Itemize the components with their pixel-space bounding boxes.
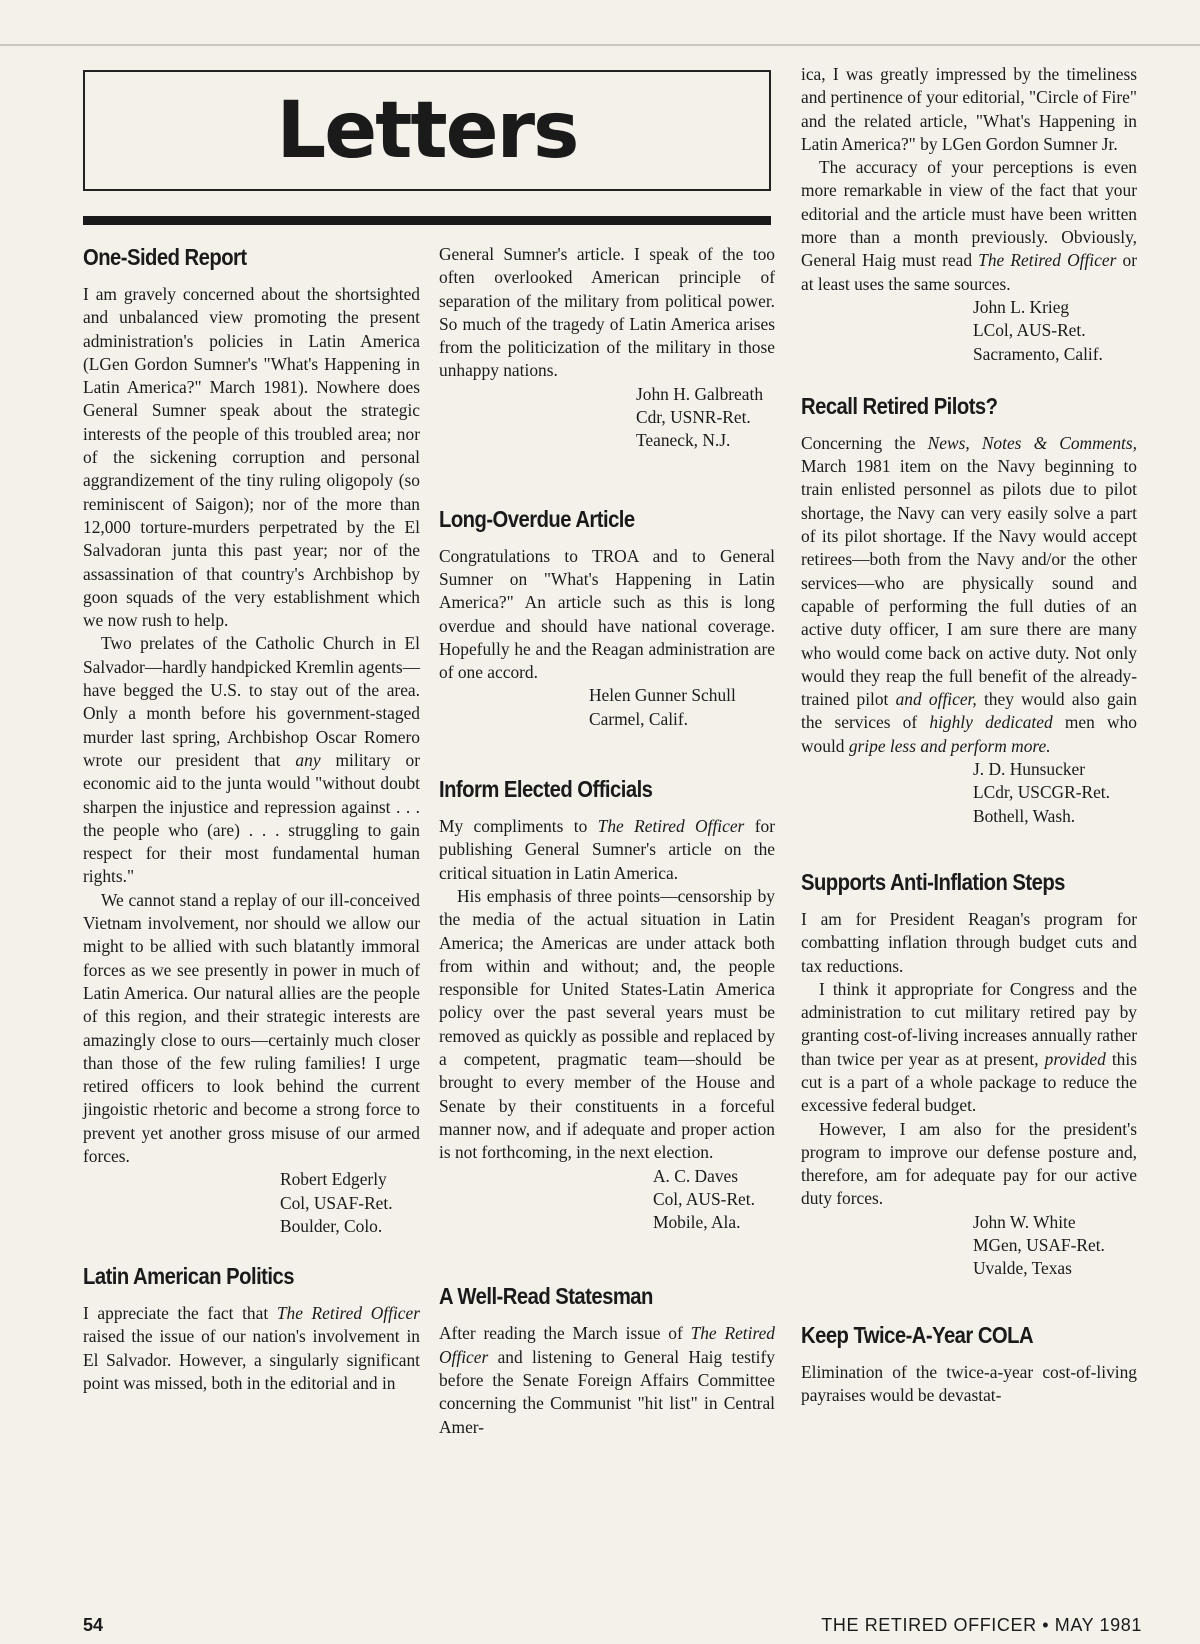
letter-heading: One-Sided Report: [83, 244, 247, 270]
letter-heading: Keep Twice-A-Year COLA: [801, 1321, 1034, 1348]
letter-paragraph: General Sumner's article. I speak of the too often overlooked American principle of separation of the military from political power. So much of the tragedy of Latin America arises from the politicization of the military in those unhappy nations.: [439, 244, 775, 381]
signature-location: Bothell, Wash.: [973, 805, 1076, 826]
top-rule: [0, 44, 1200, 46]
title-rule: [83, 216, 771, 225]
letter-paragraph: Two prelates of the Catholic Church in El Salvador—hardly handpicked Kremlin agents—have begged the U.S. to stay out of the area. Only a month before his government-staged murder last spring, Archbishop Oscar Romero wrote our president that any military or economic aid to the junta would "without doubt sharpen the injustice and repression against . . . the people who (are) . . . struggling to gain respect for their most fundamental human rights.": [83, 633, 420, 887]
running-footer: THE RETIRED OFFICER • MAY 1981: [821, 1615, 1142, 1635]
letter-paragraph: I am for President Reagan's program for combatting inflation through budget cuts and tax reductions.: [801, 908, 1137, 976]
signature-rank: Col, USAF-Ret.: [280, 1192, 393, 1213]
signature-rank: LCdr, USCGR-Ret.: [973, 782, 1110, 803]
letter-paragraph: I am gravely concerned about the shortsighted and unbalanced view promoting the present administration's policies in Latin America (LGen Gordon Sumner's "What's Happening in Latin America?" March 1981). Nowhere does General Sumner speak about the strategic interests of the people of this troubled area; nor of the sickening corruption and personal aggrandizement of the tiny ruling oligopoly (so reminiscent of Saigon); nor of the more than 12,000 torture-murders perpetrated by the El Salvadoran junta this past year; nor of the assassination of that country's Archbishop by goon squads of the very establishment which we now rush to help.: [83, 284, 420, 631]
letter-paragraph: I think it appropriate for Congress and the administration to cut military retired pay by granting cost-of-living increases annually rather than twice per year as at present, provided this cut is a part of a whole package to reduce the excessive federal budget.: [801, 978, 1137, 1116]
signature-name: John H. Galbreath: [636, 383, 764, 404]
signature-rank: Cdr, USNR-Ret.: [636, 407, 751, 428]
signature-rank: Col, AUS-Ret.: [653, 1188, 755, 1209]
signature: [280, 1168, 420, 1238]
letter-heading: Recall Retired Pilots?: [801, 392, 998, 419]
letter-heading: A Well-Read Statesman: [439, 1283, 653, 1310]
signature-rank: LCol, AUS-Ret.: [973, 320, 1086, 341]
column-3: [801, 63, 1137, 1407]
letter-paragraph: I appreciate the fact that The Retired Officer raised the issue of our nation's involvement in El Salvador. However, a singularly significant point was missed, both in the editorial and in: [83, 1303, 420, 1394]
letter-paragraph: We cannot stand a replay of our ill-conceived Vietnam involvement, nor should we allow our might to be allied with such blatantly immoral forces as we see presently in power in much of Latin America. Our natural allies are the people of this region, and their strategic interests are amazingly close to ours—certainly much closer than those of the few ruling families! I urge retired officers to look behind the current jingoistic rhetoric and become a strong force to prevent yet another gross misuse of our armed forces.: [83, 889, 420, 1166]
signature: [636, 383, 775, 453]
signature-name: J. D. Hunsucker: [973, 759, 1086, 780]
column-2: [439, 243, 775, 1439]
signature-name: John L. Krieg: [973, 296, 1070, 317]
letter-heading: Latin American Politics: [83, 1263, 294, 1290]
letter-paragraph: Congratulations to TROA and to General Sumner on "What's Happening in Latin America?" An article such as this is long overdue and should have national coverage. Hopefully he and the Reagan administration are of one accord.: [439, 545, 775, 683]
letter-heading: Inform Elected Officials: [439, 776, 653, 803]
signature: [973, 758, 1137, 828]
letter-paragraph: After reading the March issue of The Retired Officer and listening to General Haig testify before the Senate Foreign Affairs Committee concerning the Communist "hit list" in Central Amer-: [439, 1323, 775, 1437]
signature-name: Helen Gunner Schull: [589, 685, 736, 706]
letter-paragraph: His emphasis of three points—censorship by the media of the actual situation in Latin America; the Americas are under attack both from within and without; and, the people responsible for United States-Latin America policy over the past several years must be removed as quickly as possible and replaced by a competent, pragmatic team—should be brought to every member of the House and Senate by their constituents in a forceful manner now, and if adequate and proper action is not forthcoming, in the next election.: [439, 885, 775, 1163]
signature: [973, 1211, 1137, 1281]
letter-paragraph: However, I am also for the president's program to improve our defense posture and, therefore, am for adequate pay for our active duty forces.: [801, 1118, 1137, 1209]
column-1: [83, 243, 420, 1395]
letter-paragraph: My compliments to The Retired Officer for publishing General Sumner's article on the critical situation in Latin America.: [439, 816, 775, 883]
signature-name: John W. White: [973, 1211, 1076, 1232]
signature-location: Sacramento, Calif.: [973, 343, 1103, 364]
letter-paragraph: Elimination of the twice-a-year cost-of-living payraises would be devastat-: [801, 1361, 1137, 1405]
letter-paragraph: ica, I was greatly impressed by the timeliness and pertinence of your editorial, "Circle of Fire" and the related article, "What's Happening in Latin America?" by LGen Gordon Sumner Jr.: [801, 64, 1137, 154]
signature-rank: MGen, USAF-Ret.: [973, 1235, 1105, 1256]
signature-name: Robert Edgerly: [280, 1169, 387, 1190]
signature-location: Mobile, Ala.: [653, 1212, 741, 1233]
signature: [973, 296, 1137, 366]
signature-name: A. C. Daves: [653, 1165, 739, 1186]
signature-location: Boulder, Colo.: [280, 1215, 383, 1236]
signature-location: Uvalde, Texas: [973, 1258, 1072, 1279]
title-box: [83, 70, 771, 191]
letter-paragraph: The accuracy of your perceptions is even more remarkable in view of the fact that your editorial and the article must have been written more than a month previously. Obviously, General Haig must read The Retired Officer or at least uses the same sources.: [801, 157, 1137, 294]
letter-paragraph: Concerning the News, Notes & Comments, March 1981 item on the Navy beginning to train enlisted personnel as pilots due to pilot shortage, the Navy can very easily solve a part of its pilot shortage. If the Navy would accept retirees—both from the Navy and/or the other services—who are physically sound and capable of performing the full duties of an active duty officer, I am sure there are many who would come back on active duty. Not only would they reap the full benefit of the already-trained pilot and officer, they would also gain the services of highly dedicated men who would gripe less and perform more.: [801, 432, 1138, 756]
letter-heading: Long-Overdue Article: [439, 505, 635, 532]
page-title: Letters: [276, 85, 578, 176]
signature: [653, 1165, 775, 1235]
signature-location: Teaneck, N.J.: [636, 430, 731, 451]
letter-heading: Supports Anti-Inflation Steps: [801, 868, 1065, 895]
page-number: 54: [83, 1615, 104, 1635]
signature-location: Carmel, Calif.: [589, 708, 689, 729]
signature: [589, 684, 775, 731]
